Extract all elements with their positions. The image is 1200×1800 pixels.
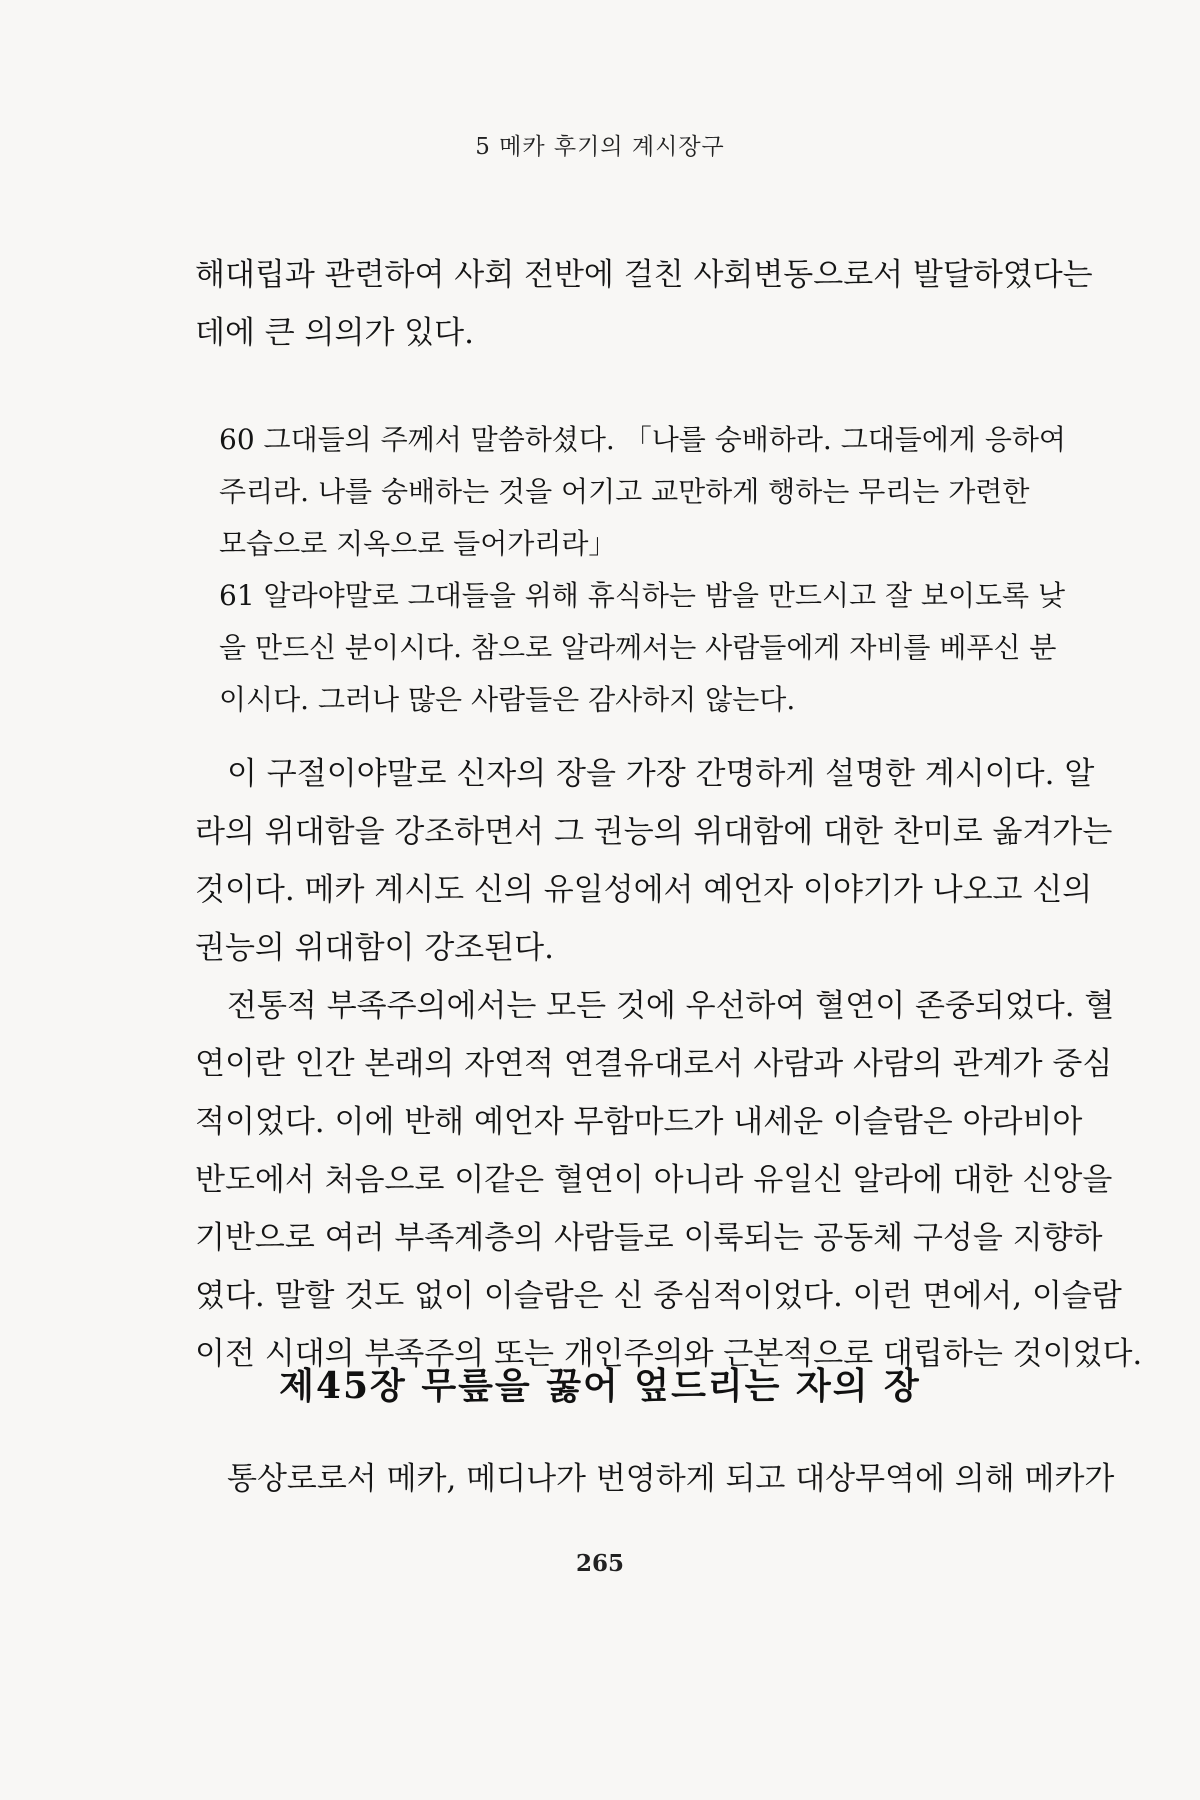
paragraph [195, 1450, 1115, 1508]
text-line: 것이다. 메카 계시도 신의 유일성에서 예언자 이야기가 나오고 신의 [195, 872, 1093, 908]
text-line: 전통적 부족주의에서는 모든 것에 우선하여 혈연이 존중되었다. 혈 [227, 988, 1115, 1024]
verse-line: 주리라. 나를 숭배하는 것을 어기고 교만하게 행하는 무리는 가련한 [219, 475, 1030, 508]
paragraph [195, 745, 1113, 977]
paragraph [195, 977, 1143, 1383]
text-line: 라의 위대함을 강조하면서 그 권능의 위대함에 대한 찬미로 옮겨가는 [195, 814, 1113, 850]
running-header: 5 메카 후기의 계시장구 [475, 134, 725, 160]
text-line: 반도에서 처음으로 이같은 혈연이 아니라 유일신 알라에 대한 신앙을 [195, 1162, 1113, 1198]
verse-line: 61 알라야말로 그대들을 위해 휴식하는 밤을 만드시고 잘 보이도록 낮 [219, 579, 1066, 612]
text-line: 적이었다. 이에 반해 예언자 무함마드가 내세운 이슬람은 아라비아 [195, 1104, 1083, 1140]
text-line: 권능의 위대함이 강조된다. [195, 930, 554, 966]
text-line: 연이란 인간 본래의 자연적 연결유대로서 사람과 사람의 관계가 중심 [195, 1046, 1113, 1082]
text-line: 기반으로 여러 부족계층의 사람들로 이룩되는 공동체 구성을 지향하 [195, 1220, 1103, 1256]
paragraph-continuation [195, 246, 1093, 362]
text-line: 이전 시대의 부족주의 또는 개인주의와 근본적으로 대립하는 것이었다. [195, 1336, 1143, 1372]
verse-line: 60 그대들의 주께서 말씀하셨다. 「나를 숭배하라. 그대들에게 응하여 [219, 423, 1066, 456]
page-number: 265 [575, 1550, 624, 1577]
verse-line: 이시다. 그러나 많은 사람들은 감사하지 않는다. [219, 683, 796, 716]
verse-line: 을 만드신 분이시다. 참으로 알라께서는 사람들에게 자비를 베푸신 분 [219, 631, 1057, 664]
text-line: 데에 큰 의의가 있다. [195, 315, 474, 351]
verse-line: 모습으로 지옥으로 들어가리라」 [219, 527, 617, 560]
text-line: 통상로로서 메카, 메디나가 번영하게 되고 대상무역에 의해 메카가 [227, 1461, 1115, 1497]
text-line: 해대립과 관련하여 사회 전반에 걸친 사회변동으로서 발달하였다는 [195, 257, 1093, 293]
chapter-title: 제45장 무릎을 꿇어 엎드리는 자의 장 [279, 1365, 921, 1407]
text-line: 였다. 말할 것도 없이 이슬람은 신 중심적이었다. 이런 면에서, 이슬람 [195, 1278, 1122, 1314]
text-line: 이 구절이야말로 신자의 장을 가장 간명하게 설명한 계시이다. 알 [227, 756, 1095, 792]
verse-quote-block [219, 414, 1066, 726]
